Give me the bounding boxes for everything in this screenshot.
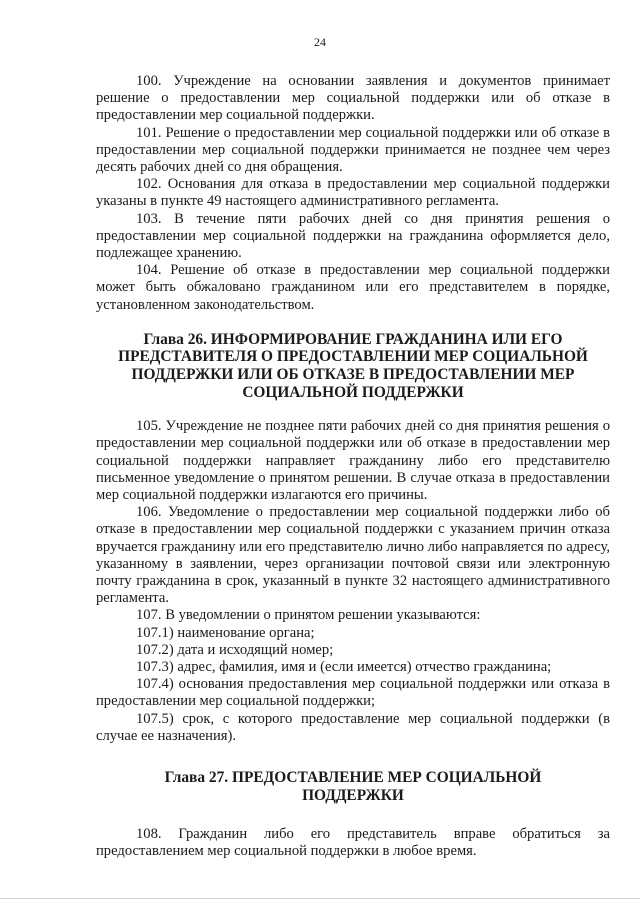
paragraph-105: 105. Учреждение не позднее пяти рабочих дней со дня принятия решения о предоставлении мер социальной поддержки или об отказе в предоставлении мер социальной поддержки направляет гражданину либо его представителю письменное уведомление о принятом решении. В случае отказа в предоставлении мер социальной поддержки излагаются его причины. [96,418,610,504]
paragraph-102: 102. Основания для отказа в предоставлении мер социальной поддержки указаны в пункте 49 настоящего административного регламента. [96,176,610,210]
paragraph-107: 107. В уведомлении о принятом решении указываются: [136,607,481,624]
paragraph-107-5: 107.5) срок, с которого предоставление мер социальной поддержки (в случае ее назначения). [96,710,610,744]
paragraph-100: 100. Учреждение на основании заявления и документов принимает решение о предоставлении мер социальной поддержки или об отказе в предоставлении мер социальной поддержки. [96,73,610,124]
footer-scan-edge [0,898,640,901]
paragraph-106: 106. Уведомление о предоставлении мер социальной поддержки либо об отказе в предоставлении мер социальной поддержки с указанием причин отказа вручается гражданину или его представителю лично либо направляется по адресу, указанному в заявлении, через организации почтовой связи или электронную почту гражданина в срок, указанный в пункте 32 настоящего административного регламента. [96,504,610,607]
document-body [96,73,610,861]
paragraph-107-4: 107.4) основания предоставления мер социальной поддержки или отказа в предоставлении мер социальной поддержки; [96,676,610,710]
paragraph-107-2: 107.2) дата и исходящий номер; [136,641,334,658]
chapter-27-heading: Глава 27. ПРЕДОСТАВЛЕНИЕ МЕР СОЦИАЛЬНОЙ ПОДДЕРЖКИ [164,769,542,804]
paragraph-108: 108. Гражданин либо его представитель вправе обратиться за предоставлением мер социальной поддержки в любое время. [96,826,610,860]
paragraph-101: 101. Решение о предоставлении мер социальной поддержки или об отказе в предоставлении мер социальной поддержки принимается не позднее чем через десять рабочих дней со дня обращения. [96,124,610,176]
chapter-26-heading: Глава 26. ИНФОРМИРОВАНИЕ ГРАЖДАНИНА ИЛИ ЕГО ПРЕДСТАВИТЕЛЯ О ПРЕДОСТАВЛЕНИИ МЕР СОЦИАЛЬНОЙ ПОДДЕРЖКИ ИЛИ ОБ ОТКАЗЕ В ПРЕДОСТАВЛЕНИИ МЕР СОЦИАЛЬНОЙ ПОДДЕРЖКИ [118,330,588,401]
paragraph-107-1: 107.1) наименование органа; [136,624,315,641]
paragraph-107-3: 107.3) адрес, фамилия, имя и (если имеется) отчество гражданина; [136,659,552,676]
paragraph-103: 103. В течение пяти рабочих дней со дня принятия решения о предоставлении мер социальной поддержки на гражданина оформляется дело, подлежащее хранению. [96,210,610,262]
paragraph-104: 104. Решение об отказе в предоставлении мер социальной поддержки может быть обжаловано гражданином или его представителем в порядке, установленном законодательством. [96,262,610,313]
page-number: 24 [314,35,326,49]
